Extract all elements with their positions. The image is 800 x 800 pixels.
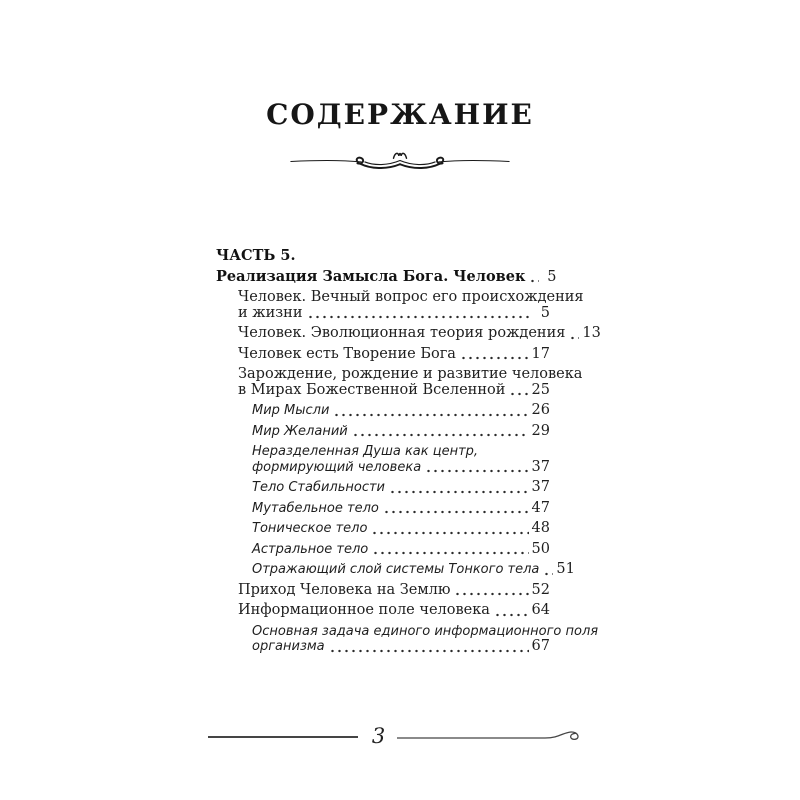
toc-entry-line	[216, 623, 599, 640]
footer-left-rule	[208, 736, 358, 737]
toc-entry-page-number: 17	[531, 345, 550, 362]
toc-entry-page-number: 50	[531, 540, 550, 557]
toc-entry-line	[216, 267, 557, 286]
toc-entry-title: Мир Мысли	[252, 403, 330, 418]
dot-leader	[509, 392, 528, 396]
dot-leader	[425, 469, 528, 473]
toc-entry	[216, 403, 550, 419]
toc-entry-page-number: 64	[531, 602, 550, 618]
dot-leader	[329, 649, 529, 653]
toc-entry	[216, 542, 550, 558]
dot-leader	[307, 315, 533, 319]
dot-leader	[333, 413, 528, 417]
toc-entry-line	[216, 424, 550, 440]
toc-entry-line	[216, 521, 550, 537]
toc-entry-page-number: 26	[531, 402, 550, 418]
toc-entry-title: ЧАСТЬ 5.	[216, 247, 296, 264]
dot-leader	[543, 572, 553, 576]
toc-list	[216, 247, 601, 660]
toc-entry	[216, 623, 599, 655]
dot-leader	[371, 531, 528, 535]
toc-entry-title: Астральное тело	[252, 541, 369, 557]
toc-entry-title: Человек. Вечный вопрос его происхождения	[238, 289, 584, 305]
toc-entry-page-number: 47	[531, 499, 550, 516]
toc-entry-page-number: 67	[531, 638, 550, 654]
toc-entry-title: Отражающий слой системы Тонкого тела	[252, 562, 540, 577]
toc-entry-page-number: 37	[531, 479, 550, 495]
toc-entry	[216, 289, 584, 321]
toc-entry	[216, 480, 550, 496]
page-footer	[0, 722, 800, 752]
toc-entry-line	[216, 501, 550, 517]
header-flourish-icon	[289, 143, 511, 179]
toc-entry-page-number: 51	[556, 561, 575, 577]
toc-entry-title: Приход Человека на Землю	[238, 581, 451, 598]
dot-leader	[372, 551, 528, 555]
toc-entry-page-number: 25	[531, 381, 550, 398]
toc-entry	[216, 583, 550, 599]
toc-entry	[216, 444, 550, 475]
dot-leader	[569, 336, 579, 340]
toc-entry-page-number: 5	[547, 268, 557, 285]
dot-leader	[454, 592, 528, 596]
toc-entry-line	[216, 444, 550, 460]
toc-entry	[216, 267, 557, 286]
toc-entry-line	[216, 366, 583, 383]
toc-entry-line	[216, 306, 550, 322]
toc-entry-line	[216, 603, 550, 619]
dot-leader	[352, 433, 529, 437]
toc-entry	[216, 561, 575, 578]
toc-entry-title: организма	[252, 639, 325, 654]
toc-entry-line	[216, 403, 550, 419]
toc-entry	[216, 424, 550, 440]
toc-entry-title: Реализация Замысла Бога. Человек	[216, 267, 526, 285]
dot-leader	[383, 510, 529, 514]
page-title: СОДЕРЖАНИЕ	[266, 98, 534, 131]
toc-entry-title: Основная задача единого информационного поля	[252, 623, 599, 639]
dot-leader	[389, 490, 529, 494]
toc-entry-title: в Мирах Божественной Вселенной	[238, 381, 506, 398]
toc-entry-title: формирующий человека	[252, 459, 422, 475]
toc-entry	[216, 248, 550, 264]
toc-entry	[216, 603, 550, 619]
toc-entry	[216, 501, 550, 517]
toc-entry-line	[216, 639, 550, 655]
dot-leader	[460, 356, 529, 360]
toc-entry-title: Мутабельное тело	[252, 500, 379, 516]
toc-entry-title: Зарождение, рождение и развитие человека	[238, 366, 583, 382]
toc-entry-page-number: 5	[540, 304, 550, 321]
toc-entry-line	[216, 583, 550, 599]
toc-entry-line	[216, 383, 550, 399]
toc-entry-title: Тоническое тело	[252, 521, 368, 536]
dot-leader	[494, 613, 529, 617]
toc-entry-line	[216, 542, 550, 558]
toc-entry-line	[216, 561, 575, 578]
toc-entry-line	[216, 248, 550, 264]
footer-page-number: 3	[371, 724, 386, 748]
dot-leader	[529, 279, 539, 283]
toc-entry-line	[216, 480, 550, 496]
toc-entry-title: Мир Желаний	[252, 423, 348, 439]
toc-entry-title: Тело Стабильности	[252, 480, 386, 495]
toc-entry-title: и жизни	[238, 304, 303, 321]
toc-entry-page-number: 52	[531, 581, 550, 598]
toc-entry-page-number: 37	[531, 458, 550, 475]
toc-entry	[216, 325, 601, 342]
toc-entry-line	[216, 347, 550, 363]
toc-entry	[216, 521, 550, 537]
toc-entry-line	[216, 460, 550, 476]
toc-entry-title: Неразделенная Душа как центр,	[252, 444, 479, 459]
toc-entry-line	[216, 325, 601, 342]
toc-entry-page-number: 29	[531, 422, 550, 439]
footer-right-rule-curl-icon	[397, 729, 592, 745]
toc-entry-title: Человек есть Творение Бога	[238, 345, 456, 362]
toc-entry-line	[216, 289, 584, 306]
toc-entry-page-number: 48	[531, 520, 550, 536]
toc-entry	[216, 347, 550, 363]
toc-entry-title: Информационное поле человека	[238, 602, 490, 618]
toc-entry-page-number: 13	[582, 325, 601, 341]
toc-entry-title: Человек. Эволюционная теория рождения	[238, 325, 566, 341]
toc-entry	[216, 366, 583, 398]
